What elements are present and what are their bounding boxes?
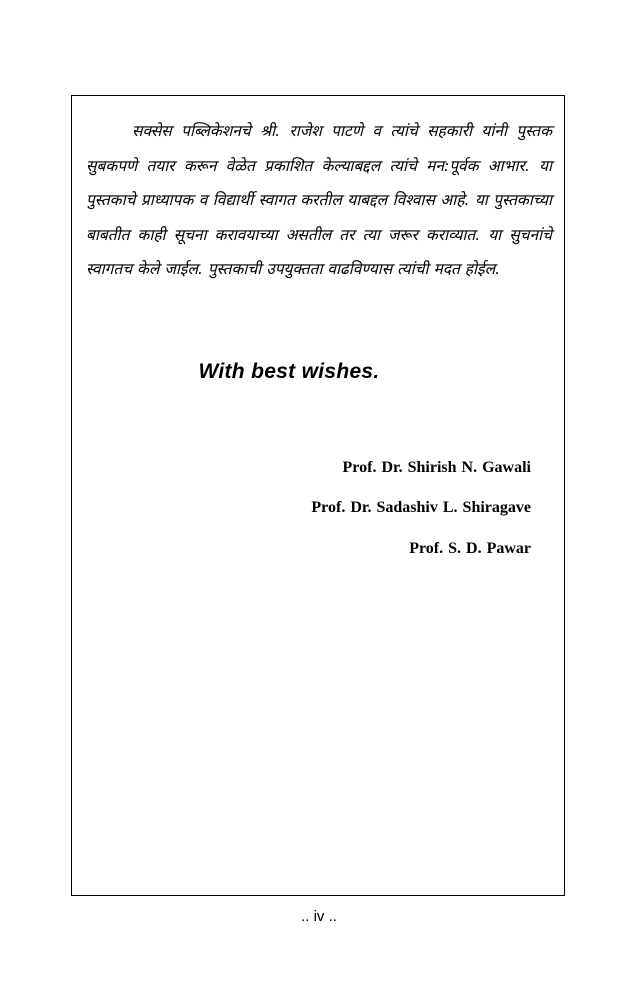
- author-signature-3: Prof. S. D. Pawar: [409, 540, 531, 557]
- closing-wishes: With best wishes.: [198, 360, 380, 383]
- author-signature-1: Prof. Dr. Shirish N. Gawali: [342, 459, 531, 476]
- page-border-frame: [71, 95, 565, 896]
- page-number: .. iv ..: [301, 908, 337, 925]
- acknowledgement-paragraph: सक्सेस पब्लिकेशनचे श्री. राजेश पाटणे व त्यांचे सहकारी यांनी पुस्तक सुबकपणे तयार करून वेळेत प्रकाशित केल्याबद्दल त्यांचे मन:पूर्वक आभार. या पुस्तकाचे प्राध्यापक व विद्यार्थी स्वागत करतील याबद्दल विश्वास आहे. या पुस्तकाच्या बाबतीत काही सूचना करावयाच्या असतील तर त्या जरूर कराव्यात. या सुचनांचे स्वागतच केले जाईल. पुस्तकाची उपयुक्तता वाढविण्यास त्यांची मदत होईल.: [86, 122, 552, 278]
- author-signature-2: Prof. Dr. Sadashiv L. Shiragave: [311, 499, 531, 516]
